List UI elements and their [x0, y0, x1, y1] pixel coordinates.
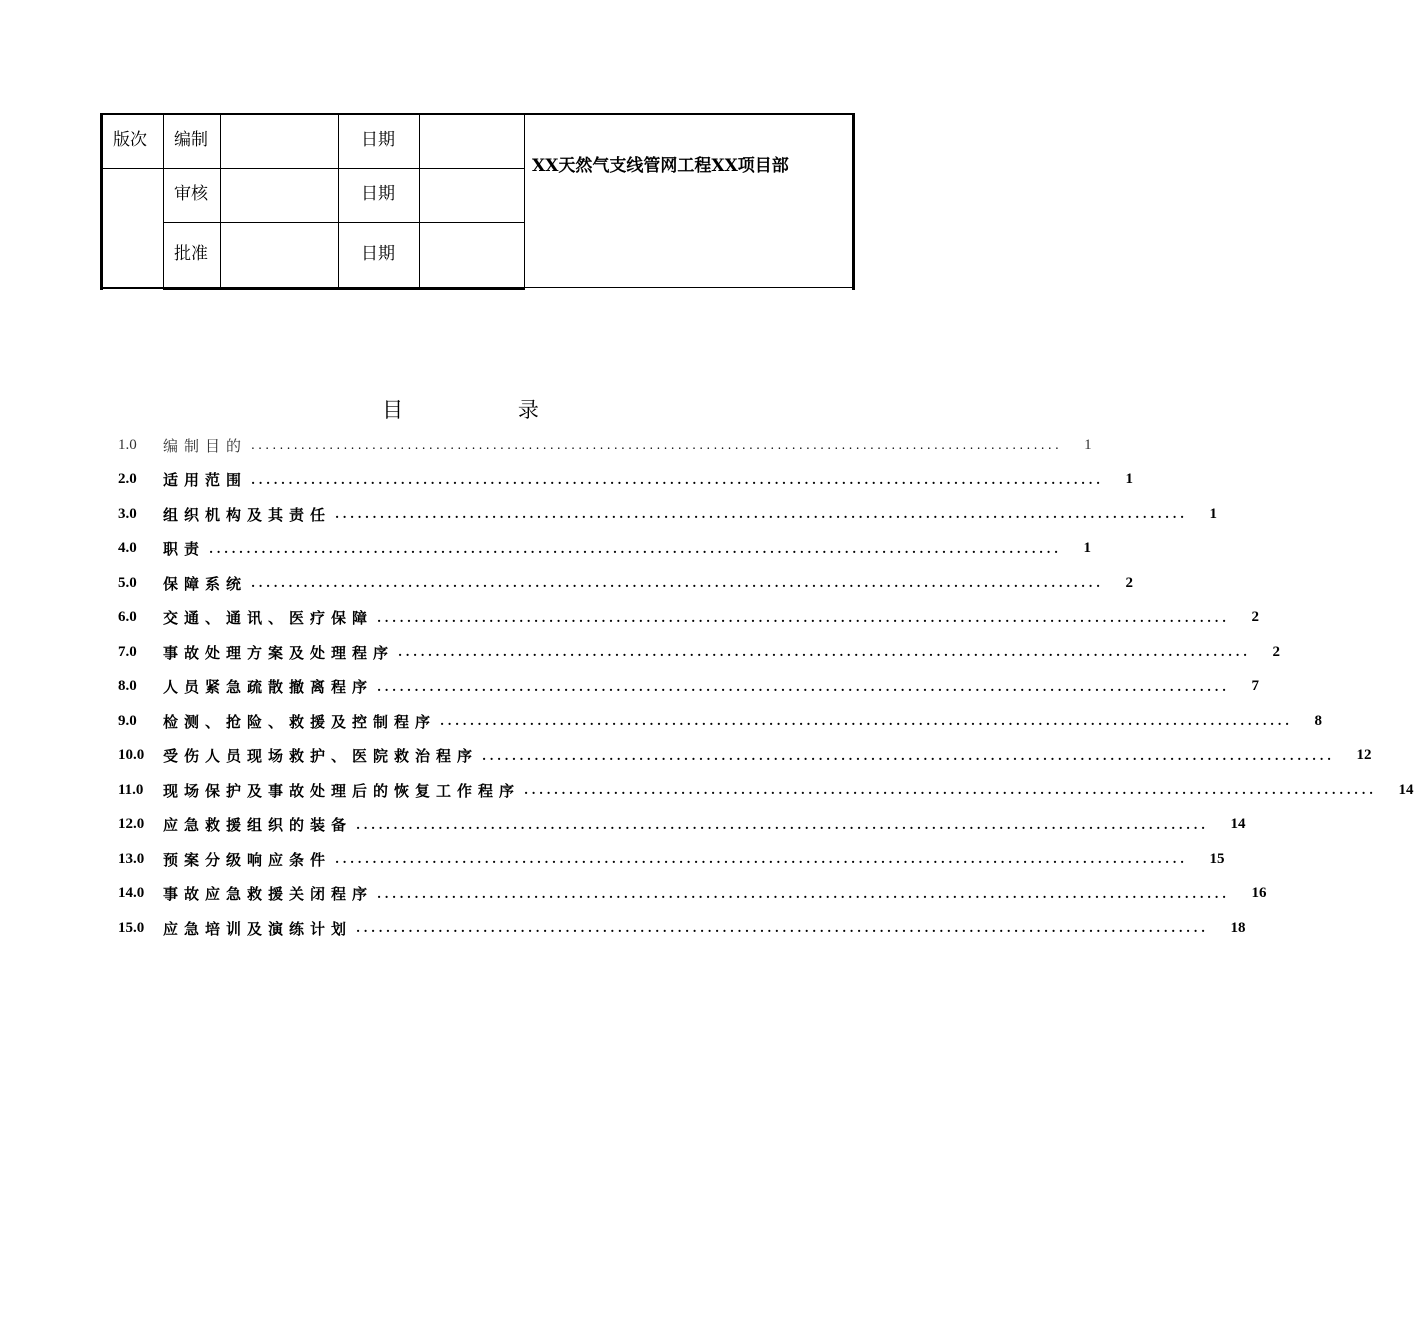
toc-item[interactable] [118, 810, 1246, 840]
toc-item-number: 12.0 [118, 816, 145, 832]
date-label: 日期 [361, 130, 395, 150]
toc-leader-dots: .................................................................................................................. [209, 541, 1062, 556]
toc-item[interactable] [118, 844, 1225, 874]
toc-item-number: 2.0 [118, 471, 137, 487]
toc-item[interactable] [118, 465, 1133, 495]
toc-item-number: 11.0 [118, 781, 144, 798]
toc-leader-dots: .................................................................................................................. [251, 576, 1104, 590]
toc-item-title: 现场保护及事故处理后的恢复工作程序 [163, 781, 521, 800]
toc-item-page: 7 [1251, 678, 1259, 694]
toc-item-page: 2 [1251, 609, 1259, 625]
toc-item-number: 13.0 [118, 850, 145, 867]
toc-item-page: 12 [1356, 747, 1372, 763]
toc-item-number: 10.0 [118, 747, 145, 763]
table-border-bottom-right [525, 287, 855, 288]
table-border-bottom-left [100, 287, 164, 289]
table-border-right [852, 113, 855, 290]
toc-item-title: 组织机构及其责任 [163, 505, 332, 524]
toc-item-page: 15 [1209, 850, 1225, 867]
toc-leader-dots: .................................................................................................................. [377, 679, 1230, 694]
toc-title: 目 录 [382, 398, 593, 422]
toc-item-page: 14 [1230, 816, 1246, 832]
toc-item-title: 应急培训及演练计划 [163, 919, 353, 938]
toc-item[interactable] [118, 499, 1217, 529]
toc-leader-dots: .................................................................................................................. [377, 886, 1230, 901]
toc-leader-dots: .................................................................................................................. [398, 645, 1251, 659]
toc-item-page: 18 [1230, 919, 1246, 936]
toc-item-page: 16 [1251, 885, 1267, 901]
approval-table [100, 113, 855, 290]
toc-leader-dots: .................................................................................................................. [377, 610, 1230, 625]
toc-item-number: 8.0 [118, 678, 137, 694]
date-label: 日期 [361, 184, 395, 204]
toc-leader-dots: .................................................................................................................. [356, 921, 1209, 935]
toc-item[interactable] [118, 741, 1372, 771]
toc-item[interactable] [118, 534, 1091, 564]
toc-leader-dots: .................................................................................................................. [356, 817, 1209, 832]
table-vline [419, 113, 420, 290]
toc-item-number: 5.0 [118, 574, 137, 591]
toc-item-title: 受伤人员现场救护、医院救治程序 [163, 747, 479, 765]
toc-item-page: 14 [1398, 781, 1414, 798]
table-border-left [100, 113, 103, 290]
toc-item[interactable] [118, 430, 1092, 460]
toc-item[interactable] [118, 775, 1414, 805]
role-reviewer: 审核 [174, 184, 208, 204]
toc-item-title: 保障系统 [163, 574, 248, 593]
toc-item-page: 8 [1314, 712, 1322, 729]
date-label: 日期 [361, 244, 395, 264]
table-border-bottom-grid [164, 287, 525, 290]
toc-item-number: 1.0 [118, 436, 137, 453]
toc-leader-dots: .................................................................................................................. [251, 438, 1063, 452]
table-hline [100, 168, 525, 169]
table-vline [220, 113, 221, 290]
role-approver: 批准 [174, 244, 208, 264]
toc-item-page: 1 [1084, 436, 1092, 453]
toc-item[interactable] [118, 672, 1259, 702]
toc-item-title: 编制目的 [163, 436, 248, 455]
toc-leader-dots: .................................................................................................................. [440, 714, 1293, 728]
toc-leader-dots: .................................................................................................................. [251, 472, 1104, 487]
version-label: 版次 [113, 130, 147, 150]
table-vline [338, 113, 339, 290]
toc-item[interactable] [118, 568, 1133, 598]
toc-item-title: 预案分级响应条件 [163, 850, 332, 869]
toc-item[interactable] [118, 706, 1322, 736]
toc-item-page: 1 [1209, 505, 1217, 522]
toc-item-number: 6.0 [118, 609, 137, 625]
toc-item-number: 9.0 [118, 712, 137, 729]
table-vline [524, 113, 525, 290]
toc-item[interactable] [118, 603, 1259, 633]
toc-leader-dots: .................................................................................................................. [335, 507, 1188, 521]
role-compiler: 编制 [174, 130, 208, 150]
table-vline [163, 113, 164, 290]
toc-item-title: 检测、抢险、救援及控制程序 [163, 712, 437, 731]
table-border-top [100, 113, 855, 115]
table-hline [163, 222, 525, 223]
toc-leader-dots: .................................................................................................................. [335, 852, 1188, 866]
toc-item-number: 3.0 [118, 505, 137, 522]
toc-leader-dots: .................................................................................................................. [482, 748, 1335, 763]
toc-item-title: 事故应急救援关闭程序 [163, 885, 374, 903]
company-name: XX天然气支线管网工程XX项目部 [532, 156, 789, 176]
toc-item[interactable] [118, 913, 1246, 943]
toc-leader-dots: .................................................................................................................. [524, 783, 1377, 797]
toc-item-page: 2 [1125, 574, 1133, 591]
toc-item-title: 应急救援组织的装备 [163, 816, 353, 834]
toc-item-title: 事故处理方案及处理程序 [163, 643, 395, 662]
toc-item-title: 职责 [163, 540, 206, 558]
toc-item-number: 14.0 [118, 885, 145, 901]
toc-item-number: 4.0 [118, 540, 137, 556]
toc-item-title: 人员紧急疏散撤离程序 [163, 678, 374, 696]
toc-item-page: 1 [1125, 471, 1133, 487]
toc-item-page: 1 [1083, 540, 1091, 556]
toc-item-page: 2 [1272, 643, 1280, 660]
toc-item-number: 7.0 [118, 643, 137, 660]
toc-item-number: 15.0 [118, 919, 145, 936]
toc-item[interactable] [118, 879, 1267, 909]
toc-item-title: 交通、通讯、医疗保障 [163, 609, 374, 627]
toc-item[interactable] [118, 637, 1280, 667]
toc-item-title: 适用范围 [163, 471, 248, 489]
